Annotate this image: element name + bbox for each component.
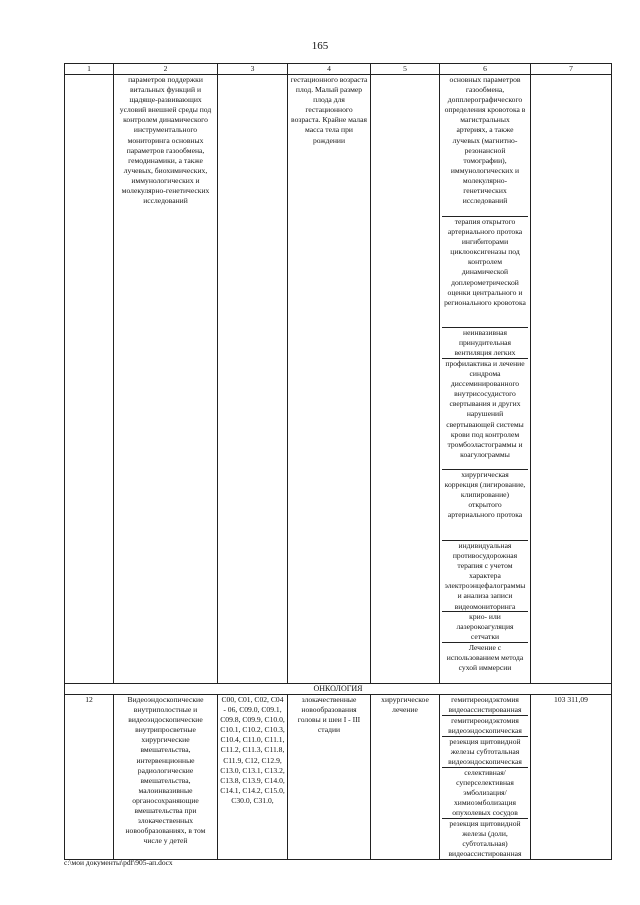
- method-item: Лечение с использованием метода сухой иммерсии: [446, 643, 524, 673]
- col-number: 1: [65, 64, 114, 75]
- col-number: 2: [114, 64, 218, 75]
- cell-treatment-methods: [440, 695, 531, 860]
- table-row-continuation: [65, 75, 612, 684]
- cell-cost: 103 311,09: [531, 695, 612, 860]
- method-item: основных параметров газообмена, допплерографического определения кровотока в магистральных артериях, а также лучевых (магнитно-резонансной томографии), иммунологических и молекулярно-генетических исследований: [442, 75, 528, 217]
- cell-model-patient: злокачественные новообразования головы и шеи I - III стадии: [288, 695, 371, 860]
- cell-treatment-methods: [440, 75, 531, 684]
- method-item: резекция щитовидной железы (доли, субтотальная) видеоассистированная: [448, 819, 522, 859]
- file-path-footer: c:\мои документы\pdf\905-ап.docx: [64, 858, 173, 867]
- cell-index: [65, 75, 114, 684]
- table-row-12: [65, 695, 612, 860]
- method-item: резекция щитовидной железы субтотальная видеоэндоскопическая: [442, 737, 528, 768]
- column-numbers-row: [65, 64, 612, 75]
- method-item: терапия открытого артериального протока ингибиторами циклооксигеназы под контролем динамической доплерометрической оценки центрального и регионального кровотока: [442, 217, 528, 328]
- method-item: профилактика и лечение синдрома диссеминированного внутрисосудистого свертывания и других нарушений свертывающей системы крови под контролем тромбоэластограммы и коагулограммы: [442, 359, 528, 470]
- method-item: селективная/суперселективная эмболизация/химиоэмболизация опухолевых сосудов: [442, 768, 528, 819]
- cell-method-name: параметров поддержки витальных функций и щадяще-развивающих условий внешней среды под контролем динамического инструментального мониторинга основных параметров газообмена, гемодинамики, а также лучевых, биохимических, иммунологических и молекулярно-генетических исследований: [114, 75, 218, 684]
- method-item: гемитиреоидэктомия видеоэндоскопическая: [442, 716, 528, 737]
- cell-treatment-type: хирургическое лечение: [371, 695, 440, 860]
- col-number: 4: [288, 64, 371, 75]
- page-number: 165: [311, 40, 329, 52]
- col-number: 7: [531, 64, 612, 75]
- cell-icd-codes: [218, 75, 288, 684]
- cell-cost: [531, 75, 612, 684]
- cell-model-patient: гестационного возраста плод. Малый размер плода для гестационного возраста. Крайне малая масса тела при рождении: [288, 75, 371, 684]
- section-title: ОНКОЛОГИЯ: [65, 684, 612, 695]
- services-table: [64, 63, 612, 860]
- col-number: 3: [218, 64, 288, 75]
- col-number: 5: [371, 64, 440, 75]
- cell-index: 12: [65, 695, 114, 860]
- method-item: хирургическая коррекция (лигирование, клипирование) открытого артериального протока: [442, 470, 528, 541]
- method-item: неинвазивная принудительная вентиляция легких: [442, 328, 528, 359]
- method-item: крио- или лазерокоагуляция сетчатки: [442, 612, 528, 643]
- cell-method-name: Видеоэндоскопические внутриполостные и видеоэндоскопические внутрипросветные хирургические вмешательства, интервенционные радиологические вмешательства, малоинвазивные органосохраняющие вмешательства при злокачественных новообразованиях, в том числе у детей: [114, 695, 218, 860]
- col-number: 6: [440, 64, 531, 75]
- section-header-row: [65, 684, 612, 695]
- cell-treatment-type: [371, 75, 440, 684]
- method-item: гемитиреоидэктомия видеоассистированная: [442, 695, 528, 716]
- cell-icd-codes: C00, C01, C02, C04 - 06, C09.0, C09.1, C09.8, C09.9, C10.0, C10.1, C10.2, C10.3, C10.4, C11.0, C11.1, C11.2, C11.3, C11.8, C11.9, C12, C12.9, C13.0, C13.1, C13.2, C13.8, C13.9, C14.0, C14.1, C14.2, C15.0, C30.0, C31.0,: [218, 695, 288, 860]
- method-item: индивидуальная противосудорожная терапия с учетом характера электроэнцефалограммы и анализа записи видеомониторинга: [442, 541, 528, 612]
